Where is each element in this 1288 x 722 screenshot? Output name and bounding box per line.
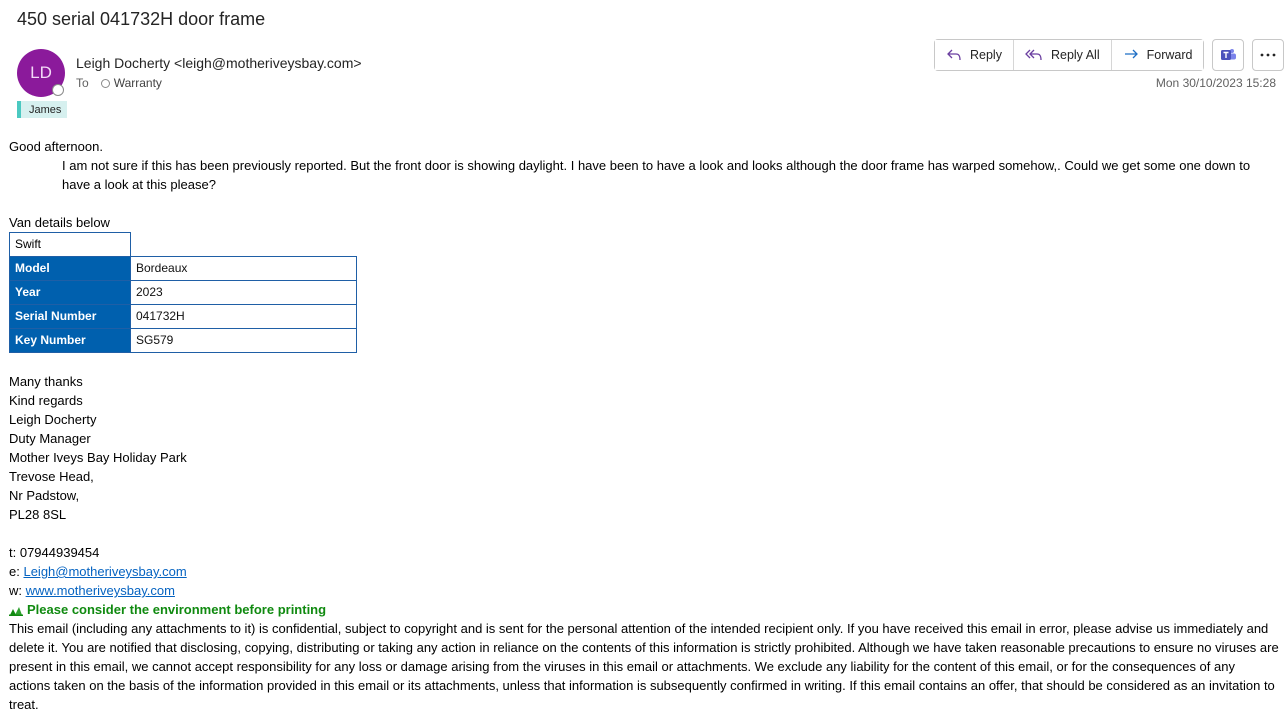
- van-intro: Van details below: [9, 215, 110, 230]
- signature-line: Leigh Docherty: [9, 412, 97, 427]
- reply-button[interactable]: [935, 40, 1013, 70]
- reply-all-label: Reply All: [1050, 48, 1100, 62]
- environment-note: [9, 600, 1279, 619]
- email-subject: 450 serial 041732H door frame: [17, 9, 266, 29]
- sender-name[interactable]: Leigh Docherty <leigh@motheriveysbay.com>: [76, 55, 362, 71]
- forward-button[interactable]: [1111, 40, 1204, 70]
- email-body: [9, 137, 1279, 714]
- reply-icon: [946, 48, 962, 62]
- recycle-tree-icon: [9, 604, 23, 616]
- table-row: [10, 281, 357, 305]
- greeting: Good afternoon.: [9, 139, 103, 154]
- teams-icon: [1219, 47, 1237, 63]
- message-paragraph: I am not sure if this has been previously reported. But the front door is showing daylight. I have been to have a look and looks although the door frame has warped somehow,. Could we get some one down to have a look at this please?: [62, 158, 1251, 192]
- row-label: Year: [10, 281, 131, 305]
- van-make-cell: Swift: [10, 233, 131, 257]
- signature-line: Mother Iveys Bay Holiday Park: [9, 450, 187, 465]
- sender-avatar[interactable]: LD: [17, 49, 65, 97]
- email-prefix: e:: [9, 564, 24, 579]
- signature-email: [9, 562, 1279, 581]
- signature-line: Duty Manager: [9, 431, 91, 446]
- more-actions-button[interactable]: [1252, 39, 1284, 71]
- table-row: [10, 329, 357, 353]
- environment-note-text: Please consider the environment before printing: [27, 602, 327, 617]
- signature-line: Kind regards: [9, 393, 83, 408]
- website-link[interactable]: www.motheriveysbay.com: [25, 583, 175, 598]
- signature-phone: t: 07944939454: [9, 545, 100, 560]
- row-value: 041732H: [131, 305, 357, 329]
- to-label: To: [76, 76, 89, 90]
- web-prefix: w:: [9, 583, 26, 598]
- signature-line: Nr Padstow,: [9, 488, 80, 503]
- forward-icon: [1123, 48, 1139, 62]
- row-value: 2023: [131, 281, 357, 305]
- recipient-presence-icon: [101, 79, 110, 88]
- recipient-line: [76, 76, 162, 90]
- signature-line: Many thanks: [9, 374, 83, 389]
- table-row: [10, 233, 357, 257]
- presence-status-icon: [52, 84, 64, 96]
- category-tag[interactable]: James: [17, 101, 67, 118]
- email-link[interactable]: Leigh@motheriveysbay.com: [23, 564, 187, 579]
- row-label: Serial Number: [10, 305, 131, 329]
- table-row: [10, 257, 357, 281]
- row-label: Model: [10, 257, 131, 281]
- signature-line: Trevose Head,: [9, 469, 94, 484]
- row-label: Key Number: [10, 329, 131, 353]
- more-icon: [1260, 53, 1276, 57]
- reply-label: Reply: [970, 48, 1002, 62]
- reply-all-button[interactable]: [1013, 40, 1111, 70]
- sent-datetime: Mon 30/10/2023 15:28: [1155, 76, 1276, 90]
- reply-all-icon: [1025, 48, 1043, 62]
- van-details-table: [9, 232, 357, 353]
- signature-web: [9, 581, 1279, 600]
- table-row: [10, 305, 357, 329]
- row-value: Bordeaux: [131, 257, 357, 281]
- forward-label: Forward: [1146, 48, 1193, 62]
- row-value: SG579: [131, 329, 357, 353]
- disclaimer: This email (including any attachments to it) is confidential, subject to copyright and is sent for the personal attention of the intended recipient only. If you have received this email in error, please advise us immediately and delete it. You are notified that disclosing, copying, distributing or taking any action in reliance on the contents of this information is strictly prohibited. Although we have taken reasonable precautions to ensure no viruses are present in this email, we cannot accept responsibility for any loss or damage arising from the viruses in this email or attachments. We exclude any liability for the content of this email, or for the consequences of any actions taken on the basis of the information provided in this email or its attachments, unless that information is subsequently confirmed in writing. If this email contains an offer, that should be considered as an invitation to treat.: [9, 621, 1279, 712]
- teams-button[interactable]: [1212, 39, 1244, 71]
- reply-button-group: [934, 39, 1204, 71]
- signature-line: PL28 8SL: [9, 507, 67, 522]
- recipient-name[interactable]: Warranty: [113, 76, 162, 90]
- message-actions: [934, 39, 1284, 71]
